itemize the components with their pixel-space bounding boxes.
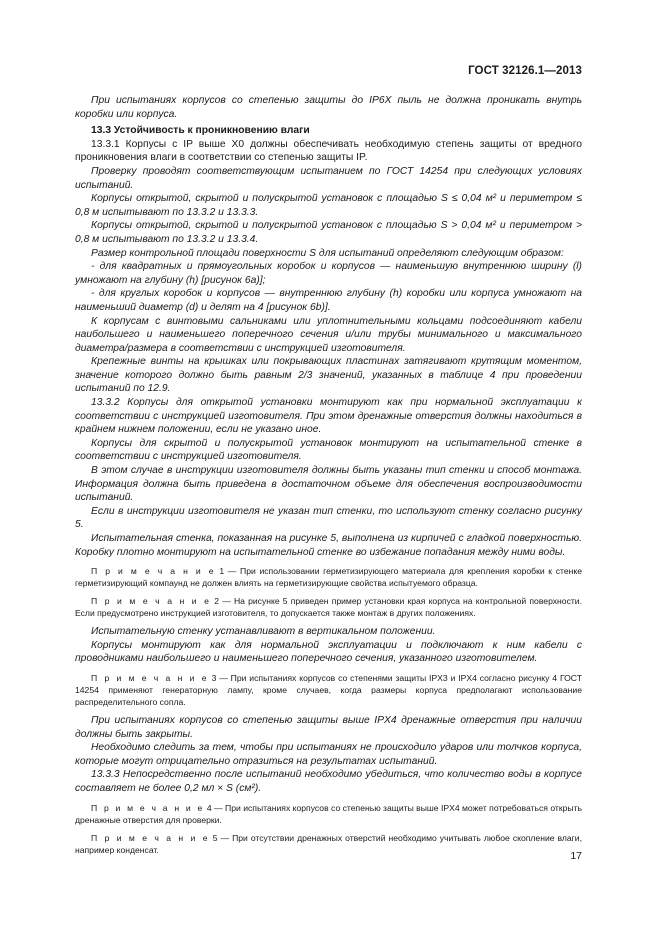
paragraph: Если в инструкции изготовителя не указан тип стенки, то используют стенку согласно рисунку 5. xyxy=(75,505,582,531)
note-label: П р и м е ч а н и е xyxy=(91,832,210,843)
section-heading: 13.3 Устойчивость к проникновению влаги xyxy=(91,125,310,137)
paragraph: Необходимо следить за тем, чтобы при испытаниях не происходило ударов или толчков корпуса, которые могут отрицательно отразиться на результатах испытаний. xyxy=(75,742,582,767)
paragraph: 13.3.3 Непосредственно после испытаний необходимо убедиться, что количество воды в корпусе составляет не более 0,2 мл × S (см²). xyxy=(75,769,582,794)
note-label: П р и м е ч а н и е xyxy=(91,596,212,607)
note-text: 3 — При испытаниях корпусов со степенями защиты IPX3 и IPX4 согласно рисунку 4 ГОСТ 14254 применяют генераторную лампу, кроме случаев, когда размеры корпуса предполагают использование распределительного сопла. xyxy=(75,672,582,707)
page-number: 17 xyxy=(570,850,582,862)
paragraph: 13.3.1 Корпусы с IP выше X0 должны обеспечивать необходимую степень защиты от вредного проникновения влаги в соответствии со степенью защиты IP. xyxy=(75,138,582,164)
note-label: П р и м е ч а н и е xyxy=(91,802,205,813)
paragraph: Проверку проводят соответствующим испытанием по ГОСТ 14254 при следующих условиях испытаний. xyxy=(75,165,582,191)
paragraph: Корпусы для скрытой и полускрытой установок монтируют на испытательной стенке в соответствии с инструкцией изготовителя. xyxy=(75,437,582,463)
paragraph: Размер контрольной площади поверхности S для испытаний определяют следующим образом: xyxy=(91,247,564,259)
paragraph: К корпусам с винтовыми сальниками или уплотнительными кольцами подсоединяют кабели наибольшего и наименьшего поперечного сечения и/или трубы минимального и максимального диаметра/размера в соответствии с инструкцией изготовителя. xyxy=(75,315,582,354)
note-text: 4 — При испытаниях корпусов со степенью защиты выше IPX4 может потребоваться открыть дренажные отверстия для проверки. xyxy=(75,802,582,825)
paragraph: Испытательную стенку устанавливают в вертикальном положении. xyxy=(91,626,436,638)
standard-header: ГОСТ 32126.1—2013 xyxy=(468,65,582,77)
paragraph: В этом случае в инструкции изготовителя должны быть указаны тип стенки и способ монтажа. Информация должна быть приведена в достаточном объеме для обеспечения воспроизводимости испытаний. xyxy=(75,465,582,504)
paragraph: Крепежные винты на крышках или покрывающих пластинах затягивают крутящим моментом, значение которого должно быть равным 2/3 значений, указанных в таблице 4 при проведении испытаний по 12.9. xyxy=(75,356,582,395)
paragraph: Корпусы открытой, скрытой и полускрытой установок с площадью S > 0,04 м² и периметром > 0,8 м испытывают по 13.3.2 и 13.3.4. xyxy=(75,220,582,245)
paragraph: 13.3.2 Корпусы для открытой установки монтируют как при нормальной эксплуатации к соответствии с инструкцией изготовителя. При этом дренажные отверстия должны находиться в крайнем нижнем положении, если не указано иное. xyxy=(75,397,582,436)
note-5 xyxy=(75,832,582,856)
note-2 xyxy=(75,595,582,619)
paragraph: При испытаниях корпусов со степенью защиты до IP6X пыль не должна проникать внутрь коробки или корпуса. xyxy=(75,95,582,120)
list-item: - для круглых коробок и корпусов — внутреннюю глубину (h) коробки или корпуса умножают на наименьший диаметр (d) и делят на 4 [рисунок 6b)]. xyxy=(75,288,582,313)
document-body xyxy=(75,94,582,862)
note-label: П р и м е ч а н и е xyxy=(91,566,216,577)
note-text: 2 — На рисунке 5 приведен пример установки края корпуса на контрольной поверхности. Если предусмотрено инструкцией изготовителя, то допускается также монтаж в других положениях. xyxy=(75,596,582,619)
note-3 xyxy=(75,672,582,708)
paragraph: Корпусы открытой, скрытой и полускрытой установок с площадью S ≤ 0,04 м² и периметром ≤ 0,8 м испытывают по 13.3.2 и 13.3.3. xyxy=(75,193,582,218)
note-text: 5 — При отсутствии дренажных отверстий необходимо учитывать любое скопление влаги, например конденсат. xyxy=(75,832,582,855)
paragraph: Корпусы монтируют как для нормальной эксплуатации и подключают к ним кабели с проводниками наибольшего и наименьшего поперечного сечения, указанного изготовителем. xyxy=(75,639,582,665)
paragraph: Испытательная стенка, показанная на рисунке 5, выполнена из кирпичей с гладкой поверхностью. Коробку плотно монтируют на испытательной стенке во избежание попадания между ними воды. xyxy=(75,533,582,558)
note-1 xyxy=(75,565,582,589)
note-label: П р и м е ч а н и е xyxy=(91,672,209,683)
note-text: 1 — При использовании герметизирующего материала для крепления коробки к стенке герметизирующий компаунд не должен влиять на герметизирующие свойства испытуемого образца. xyxy=(75,566,582,589)
paragraph: При испытаниях корпусов со степенью защиты выше IPX4 дренажные отверстия при наличии должны быть закрыты. xyxy=(75,714,582,740)
note-4 xyxy=(75,802,582,826)
list-item: - для квадратных и прямоугольных коробок и корпусов — наименьшую внутреннюю ширину (l) умножают на глубину (h) [рисунок 6а)]; xyxy=(75,261,582,286)
